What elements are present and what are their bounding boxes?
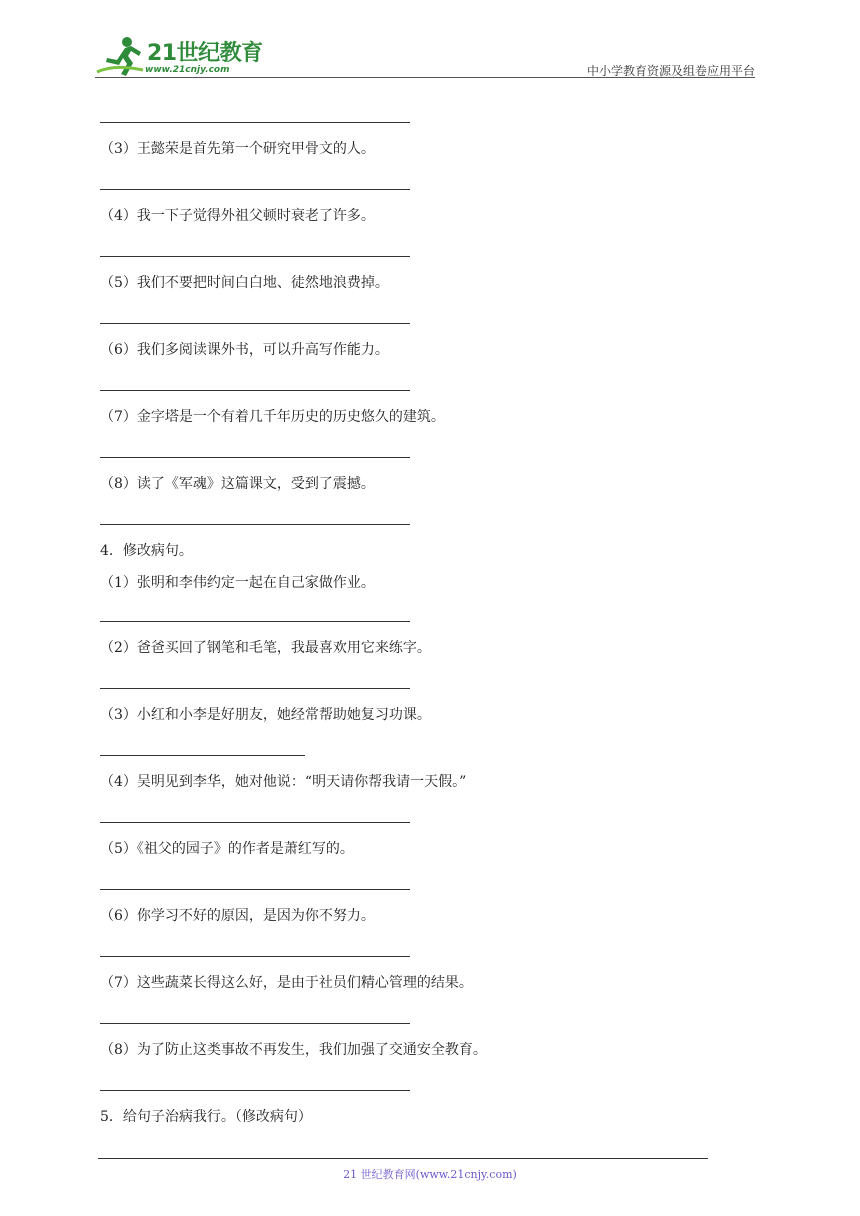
list-item: （8）读了《军魂》这篇课文，受到了震撼。 <box>100 476 375 492</box>
site-logo <box>95 34 265 78</box>
page-footer: 21 世纪教育网(www.21cnjy.com) <box>343 1168 517 1181</box>
list-item: （6）我们多阅读课外书，可以升高写作能力。 <box>100 342 389 358</box>
list-item: （4）吴明见到李华，她对他说：“明天请你帮我请一天假。” <box>100 774 467 790</box>
list-item: （8）为了防止这类事故不再发生，我们加强了交通安全教育。 <box>100 1042 487 1058</box>
platform-name: 中小学教育资源及组卷应用平台 <box>586 64 755 78</box>
header-divider <box>95 77 755 78</box>
logo-title: 21世纪教育 <box>147 41 263 66</box>
list-item: （3）王懿荣是首先第一个研究甲骨文的人。 <box>100 141 375 157</box>
page-header <box>95 30 755 80</box>
footer-divider <box>98 1158 708 1159</box>
list-item: （7）金字塔是一个有着几千年历史的历史悠久的建筑。 <box>100 409 445 425</box>
list-item: （7）这些蔬菜长得这么好，是由于社员们精心管理的结果。 <box>100 975 473 991</box>
question-4-title: 4．修改病句。 <box>100 543 193 559</box>
logo-url: www.21cnjy.com <box>145 65 230 75</box>
list-item: （5）我们不要把时间白白地、徒然地浪费掉。 <box>100 275 389 291</box>
list-item: （4）我一下子觉得外祖父顿时衰老了许多。 <box>100 208 375 224</box>
list-item: （5）《祖父的园子》的作者是萧红写的。 <box>100 841 354 857</box>
list-item: （1）张明和李伟约定一起在自己家做作业。 <box>100 575 375 591</box>
worksheet-content <box>100 110 720 1127</box>
question-5-title: 5．给句子治病我行。（修改病句） <box>100 1109 312 1125</box>
list-item: （3）小红和小李是好朋友，她经常帮助她复习功课。 <box>100 707 431 723</box>
list-item: （2）爸爸买回了钢笔和毛笔，我最喜欢用它来练字。 <box>100 640 431 656</box>
list-item: （6）你学习不好的原因，是因为你不努力。 <box>100 908 375 924</box>
